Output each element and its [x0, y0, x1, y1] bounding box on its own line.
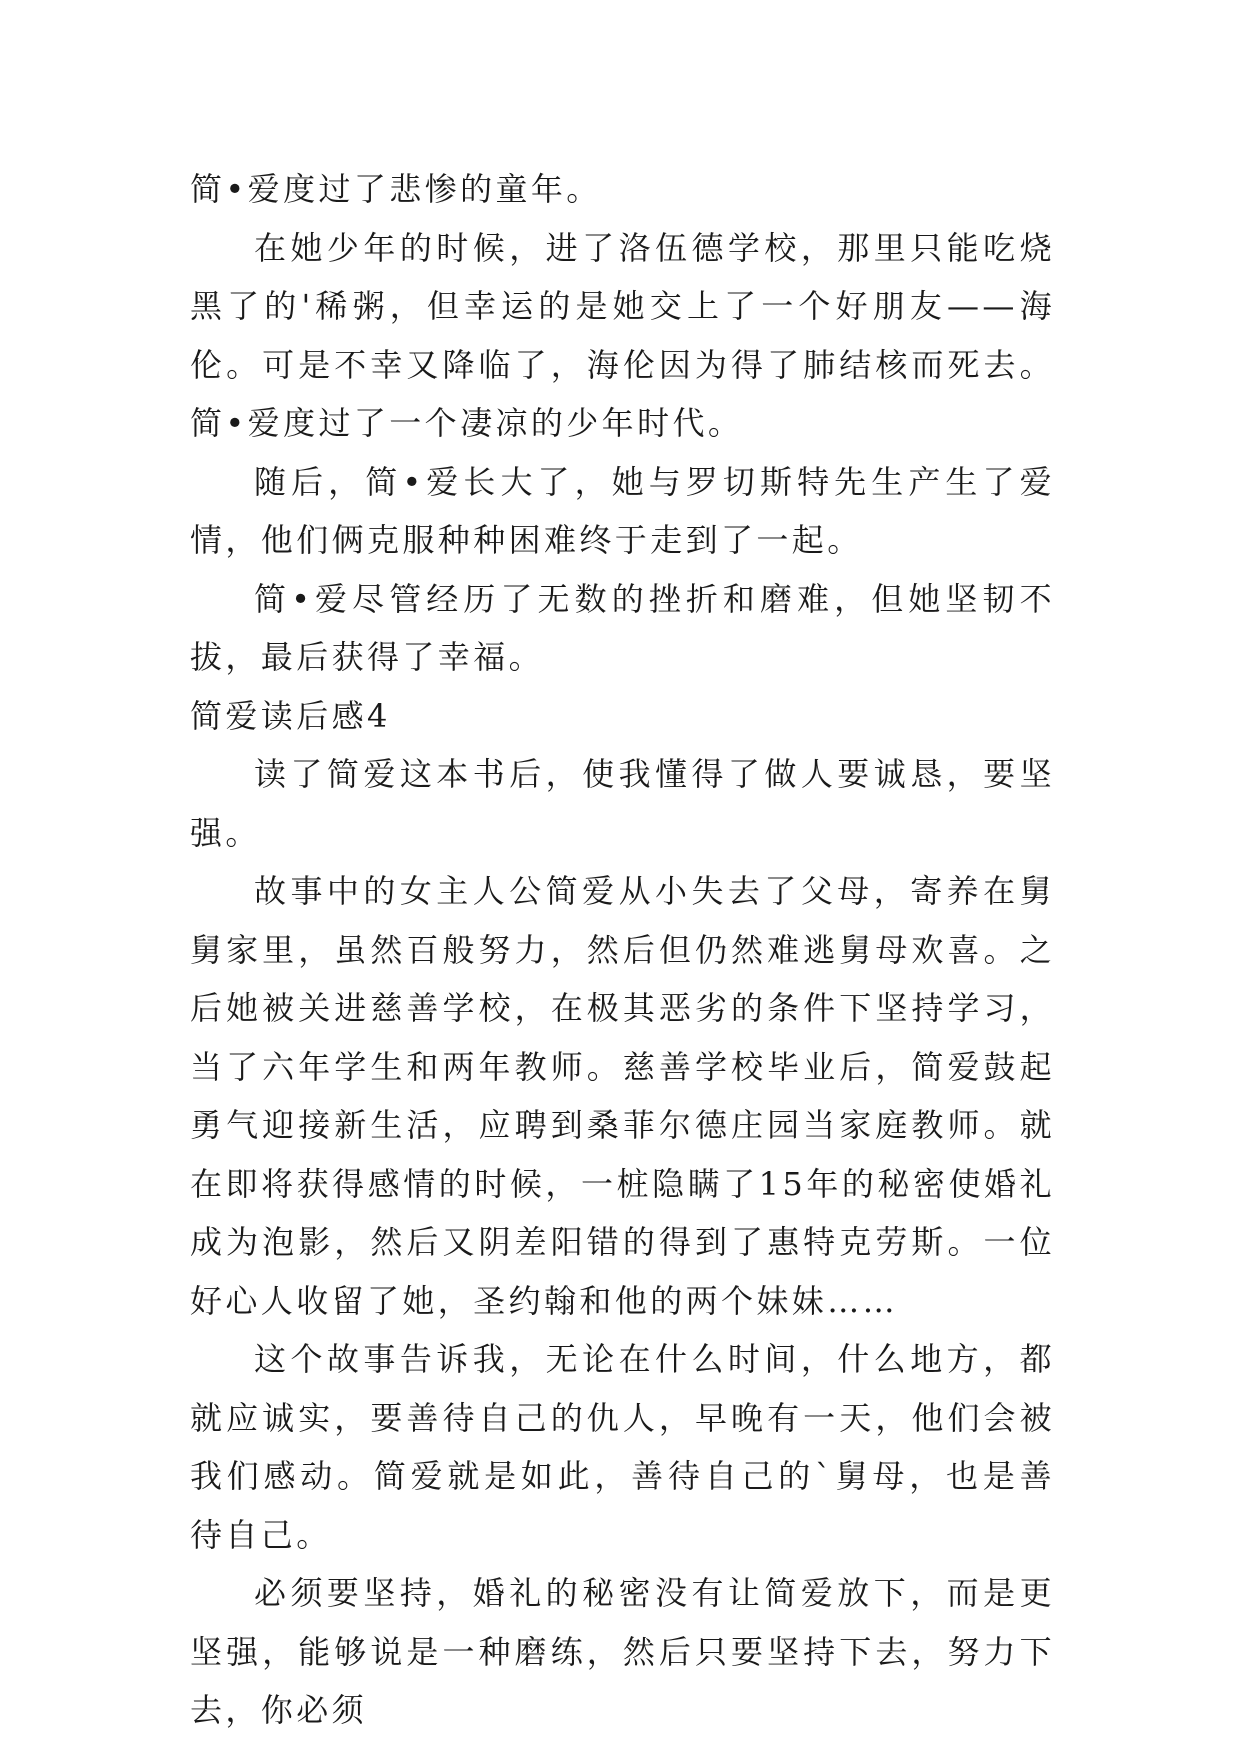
- paragraph-3: 随后，简•爱长大了，她与罗切斯特先生产生了爱情，他们俩克服种种困难终于走到了一起。: [190, 462, 1055, 559]
- paragraph-8: 必须要坚持，婚礼的秘密没有让简爱放下，而是更坚强，能够说是一种磨练，然后只要坚持下去，努力下去，你必须: [190, 1574, 1055, 1729]
- paragraph-1: 简•爱度过了悲惨的童年。: [190, 170, 602, 208]
- paragraph-2: 在她少年的时候，进了洛伍德学校，那里只能吃烧黑了的'稀粥，但幸运的是她交上了一个好朋友——海伦。可是不幸又降临了，海伦因为得了肺结核而死去。简•爱度过了一个凄凉的少年时代。: [190, 228, 1055, 442]
- section-heading: 简爱读后感4: [190, 696, 391, 735]
- paragraph-7: 这个故事告诉我，无论在什么时间，什么地方，都就应诚实，要善待自己的仇人，早晚有一天，他们会被我们感动。简爱就是如此，善待自己的`舅母，也是善待自己。: [190, 1340, 1055, 1554]
- paragraph-4: 简•爱尽管经历了无数的挫折和磨难，但她坚韧不拔，最后获得了幸福。: [190, 579, 1055, 676]
- paragraph-5: 读了简爱这本书后，使我懂得了做人要诚恳，要坚强。: [190, 755, 1055, 852]
- document-body: [190, 160, 1055, 1740]
- paragraph-6: 故事中的女主人公简爱从小失去了父母，寄养在舅舅家里，虽然百般努力，然后但仍然难逃舅母欢喜。之后她被关进慈善学校，在极其恶劣的条件下坚持学习，当了六年学生和两年教师。慈善学校毕业后，简爱鼓起勇气迎接新生活，应聘到桑菲尔德庄园当家庭教师。就在即将获得感情的时候，一桩隐瞒了15年的秘密使婚礼成为泡影，然后又阴差阳错的得到了惠特克劳斯。一位好心人收留了她，圣约翰和他的两个妹妹……: [190, 872, 1055, 1320]
